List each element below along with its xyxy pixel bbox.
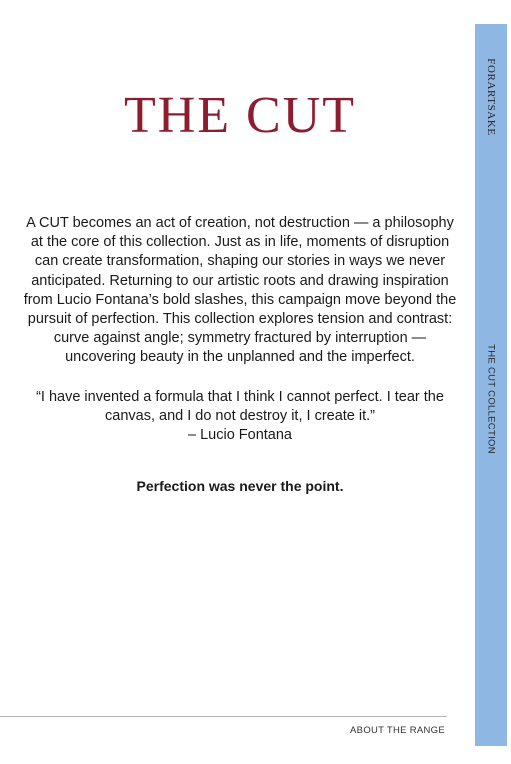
tagline: Perfection was never the point. (136, 478, 344, 494)
side-bar (475, 24, 507, 746)
side-collection-label: THE CUT COLLECTION (485, 344, 497, 454)
section-label: ABOUT THE RANGE (350, 725, 445, 736)
intro-paragraph: A CUT becomes an act of creation, not destruction — a philosophy at the core of this collection. Just as in life, moments of disruption can create transformation, shaping our stories in ways we never anticipated. Returning to our artistic roots and drawing inspiration from Lucio Fontana’s bold slashes, this campaign move beyond the pursuit of perfection. This collection explores tension and contrast: curve against angle; symmetry fractured by interruption — uncovering beauty in the unplanned and the imperfect. (23, 215, 457, 366)
fontana-quote (22, 388, 458, 446)
page-title: THE CUT (123, 87, 357, 144)
side-collection (475, 344, 507, 454)
footer-divider (0, 716, 447, 717)
quote-attribution: – Lucio Fontana (188, 427, 292, 444)
side-brand-label: FORARTSAKE (485, 58, 497, 136)
quote-text: “I have invented a formula that I think I cannot perfect. I tear the canvas, and I do not destroy it, I create it.” (36, 389, 444, 425)
side-brand (475, 52, 507, 142)
